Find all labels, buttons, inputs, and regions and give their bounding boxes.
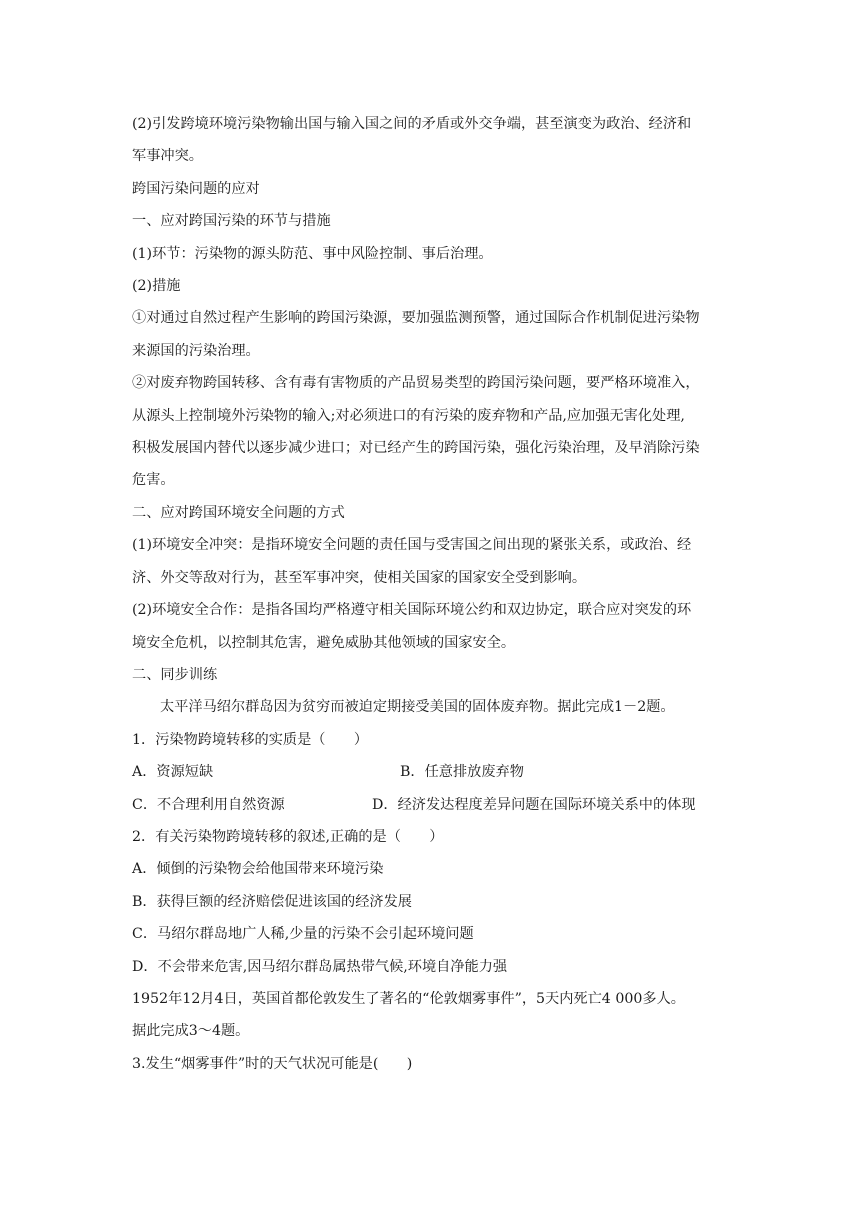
text-line: (2)引发跨境环境污染物输出国与输入国之间的矛盾或外交争端，甚至演变为政治、经济和 (132, 116, 692, 132)
option-c: C．马绍尔群岛地广人稀,少量的污染不会引起环境问题 (132, 926, 474, 943)
text-line: (1)环节：污染物的源头防范、事中风险控制、事后治理。 (132, 245, 493, 262)
text-line: 境安全危机，以控制其危害，避免威胁其他领域的国家安全。 (132, 634, 516, 651)
option-a: A．资源短缺 (132, 764, 214, 781)
option-c: C．不合理利用自然资源 (132, 796, 285, 813)
option-b: B．获得巨额的经济赔偿促进该国的经济发展 (132, 893, 412, 910)
text-line: 从源头上控制境外污染物的输入;对必须进口的有污染的废弃物和产品,应加强无害化处理, (132, 407, 685, 424)
section-heading: 二、应对跨国环境安全问题的方式 (132, 504, 345, 521)
text-line: ②对废弃物跨国转移、含有毒有害物质的产品贸易类型的跨国污染问题，要严格环境准入， (132, 375, 700, 392)
question-3: 3.发生“烟雾事件”时的天气状况可能是( ) (132, 1055, 413, 1072)
option-d: D．经济发达程度差异问题在国际环境关系中的体现 (372, 796, 696, 813)
section-heading: 跨国污染问题的应对 (132, 180, 260, 197)
text-line: 积极发展国内替代以逐步减少进口；对已经产生的跨国污染，强化污染治理，及早消除污染 (132, 440, 700, 457)
question-2: 2．有关污染物跨境转移的叙述,正确的是（ ） (132, 828, 444, 845)
option-b: B．任意排放废弃物 (400, 764, 524, 781)
section-heading: 一、应对跨国污染的环节与措施 (132, 213, 331, 230)
text-line: ①对通过自然过程产生影响的跨国污染源，要加强监测预警，通过国际合作机制促进污染物 (132, 310, 700, 327)
text-line: (2)环境安全合作：是指各国均严格遵守相关国际环境公约和双边协定，联合应对突发的环 (132, 602, 692, 619)
text-line: 危害。 (132, 472, 175, 489)
question-intro: 1952年12月4日，英国首都伦敦发生了著名的“伦敦烟雾事件”，5天内死亡4 000多人。 (132, 990, 685, 1007)
text-line: (1)环境安全冲突：是指环境安全问题的责任国与受害国之间出现的紧张关系，或政治、经 (132, 537, 692, 554)
option-d: D．不会带来危害,因马绍尔群岛属热带气候,环境自净能力强 (132, 958, 508, 975)
text-line: 来源国的污染治理。 (132, 342, 260, 359)
text-line: 济、外交等敌对行为，甚至军事冲突，使相关国家的国家安全受到影响。 (132, 569, 587, 586)
question-intro: 太平洋马绍尔群岛因为贫穷而被迫定期接受美国的固体废弃物。据此完成1－2题。 (160, 699, 675, 716)
text-line: 军事冲突。 (132, 148, 203, 165)
option-a: A．倾倒的污染物会给他国带来环境污染 (132, 861, 384, 878)
section-heading: 二、同步训练 (132, 666, 218, 683)
document-page (132, 108, 732, 1080)
text-line: (2)措施 (132, 278, 181, 295)
question-intro: 据此完成3～4题。 (132, 1023, 250, 1040)
question-1: 1．污染物跨境转移的实质是（ ） (132, 731, 369, 748)
question-1-options-row-2 (132, 789, 732, 821)
question-1-options-row-1 (132, 756, 732, 788)
